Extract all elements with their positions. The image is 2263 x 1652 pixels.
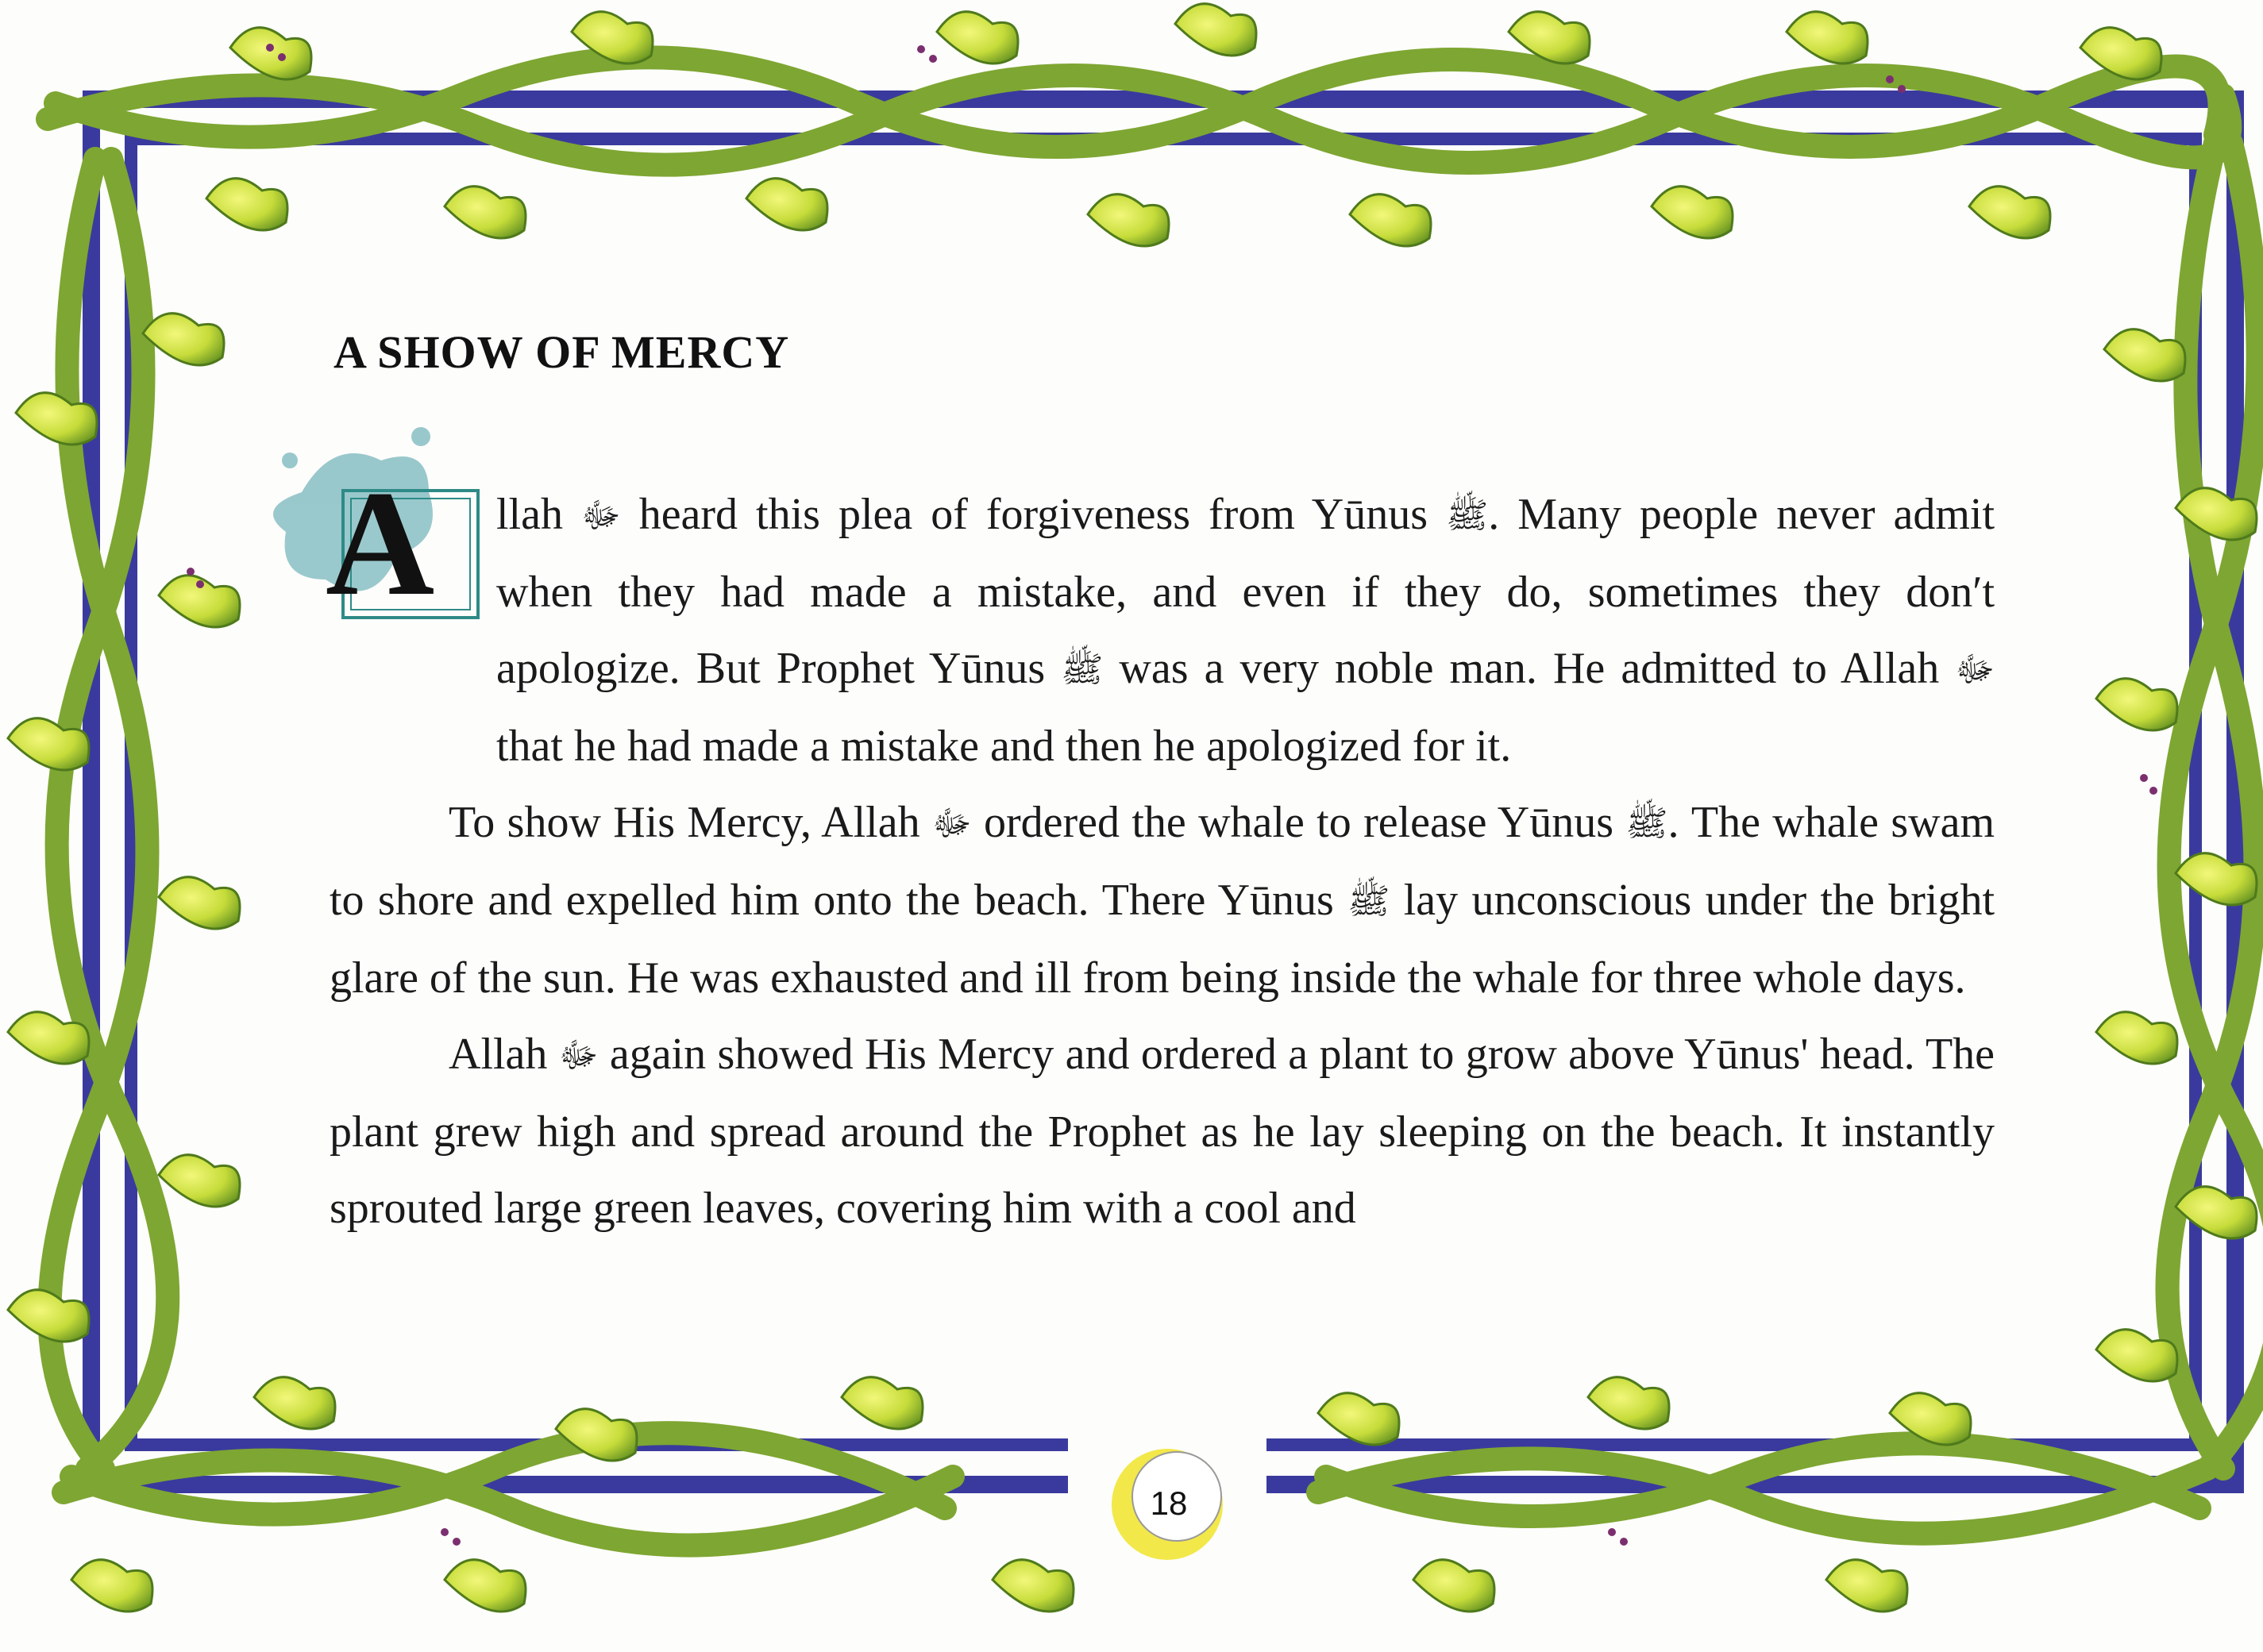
honorific-allah: ﷻ (1955, 650, 1995, 689)
honorific-allah: ﷻ (558, 1036, 599, 1075)
paragraph-3: Allah ﷻ again showed His Mercy and ordered a plant to grow above Yūnus' head. The plant grew high and spread around the Prophet as he lay sleeping on the beach. It instantly sprouted large green leaves, covering him with a cool and (330, 1030, 1995, 1233)
honorific-prophet: ﷺ (1347, 882, 1390, 921)
honorific-prophet: ﷺ (1625, 804, 1668, 843)
honorific-prophet: ﷺ (1061, 650, 1104, 689)
story-text (330, 476, 1995, 1246)
paragraph-2: To show His Mercy, Allah ﷻ ordered the whale to release Yūnus ﷺ. The whale swam to shore and expelled him onto the beach. There Yūnus ﷺ lay unconscious under the bright glare of the sun. He was exhausted and ill from being inside the whale for three whole days. (330, 798, 1995, 1003)
paragraph-1: llah ﷻ heard this plea of forgiveness from Yūnus ﷺ. Many people never admit when they had made a mistake, and even if they do, sometimes they don′t apologize. But Prophet Yūnus ﷺ was a very noble man. He admitted to Allah ﷻ that he had made a mistake and then he apologized for it. (496, 490, 1995, 771)
drop-cap-letter: A (326, 460, 435, 627)
page-title: A SHOW OF MERCY (333, 326, 790, 378)
honorific-allah: ﷻ (931, 804, 972, 843)
page-number: 18 (1150, 1484, 1188, 1522)
honorific-prophet: ﷺ (1446, 496, 1489, 535)
honorific-allah: ﷻ (581, 496, 621, 535)
